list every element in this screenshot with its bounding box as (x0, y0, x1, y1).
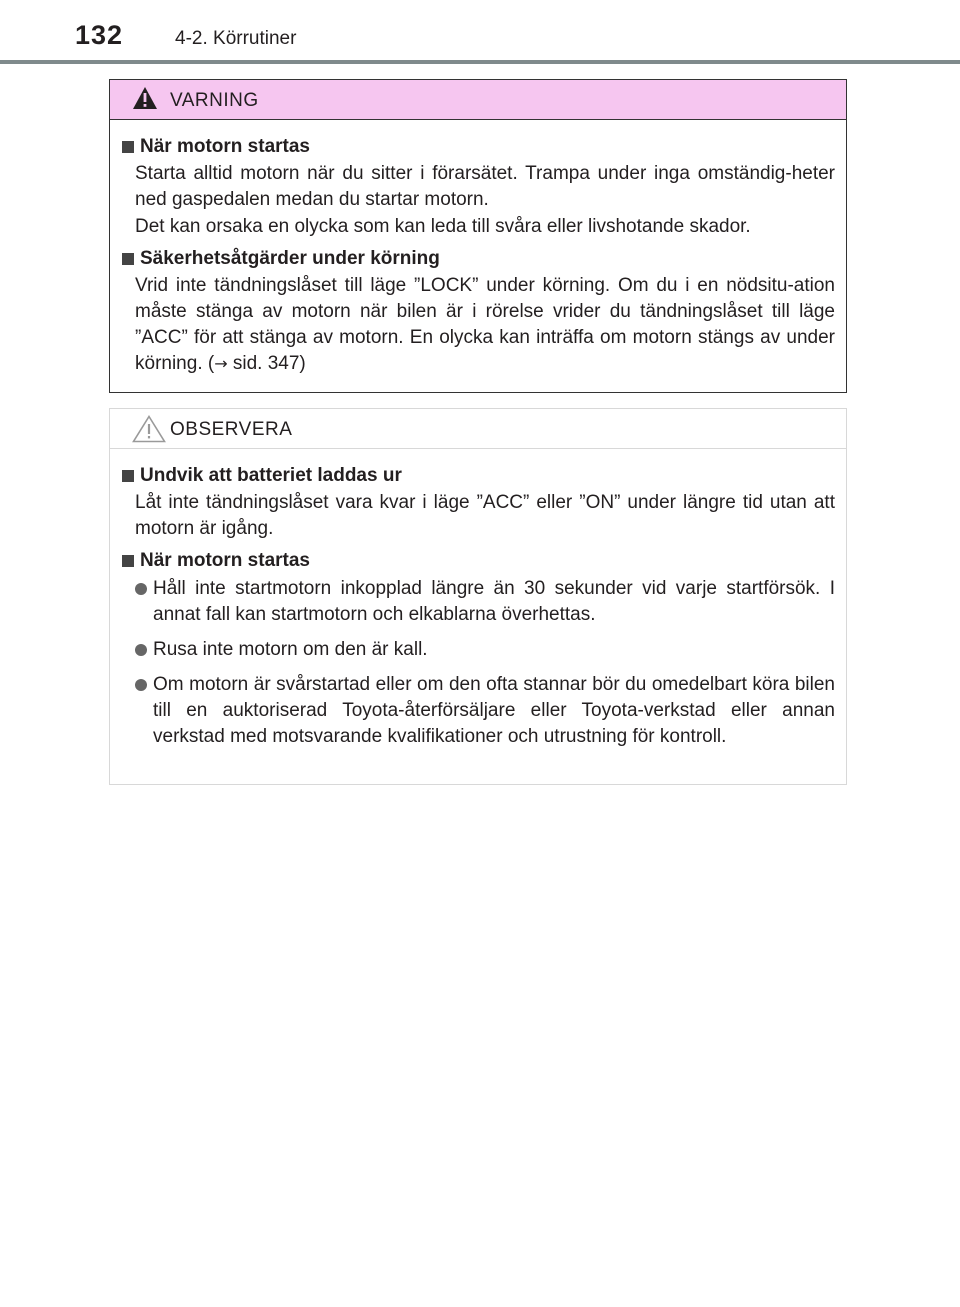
notice-bullet (122, 672, 835, 750)
notice-bullet-text: Rusa inte motorn om den är kall. (153, 639, 428, 660)
notice-item-text: Låt inte tändningslåset vara kvar i läge ”ACC” eller ”ON” under längre tid utan att motorn är igång. (135, 492, 835, 539)
round-bullet-icon (135, 679, 147, 691)
notice-label: OBSERVERA (170, 419, 293, 440)
warning-item-text (135, 273, 835, 377)
page-number: 132 (75, 20, 124, 50)
notice-box-body (110, 449, 846, 750)
notice-item (122, 463, 835, 542)
header-rule (0, 60, 960, 64)
notice-box-header (110, 409, 846, 449)
page-header (0, 0, 960, 64)
notice-bullet (122, 576, 835, 628)
square-bullet-icon (122, 253, 134, 265)
notice-bullet-text: Håll inte startmotorn inkopplad längre än 30 sekunder vid varje startförsök. I annat fall kan startmotorn och elkablarna överhettas. (153, 578, 835, 625)
warning-triangle-outline-icon (132, 415, 166, 448)
page-reference: sid. 347) (227, 353, 306, 374)
notice-item-title-text: När motorn startas (140, 550, 310, 571)
warning-item-title-text: När motorn startas (140, 136, 310, 157)
warning-item-text: Starta alltid motorn när du sitter i förarsätet. Trampa under inga omständig-heter ned gaspedalen medan du startar motorn. (135, 163, 835, 210)
warning-box-body (110, 120, 846, 377)
square-bullet-icon (122, 141, 134, 153)
round-bullet-icon (135, 583, 147, 595)
warning-item-title (122, 134, 835, 160)
notice-item-title (122, 548, 835, 574)
warning-item-text-main: Vrid inte tändningslåset till läge ”LOCK” under körning. Om du i en nödsitu-ation måste stänga av motorn när bilen är i rörelse vrider du tändningslåset till läge ”ACC” för att stänga av motorn. En olycka kan inträffa om motorn stängs av under körning. ( (135, 275, 835, 374)
warning-item-text: Det kan orsaka en olycka som kan leda till svåra eller livshotande skador. (135, 216, 751, 237)
section-title: 4-2. Körrutiner (175, 28, 297, 49)
square-bullet-icon (122, 555, 134, 567)
notice-box (109, 408, 847, 785)
notice-bullet (122, 637, 835, 663)
warning-box (109, 79, 847, 393)
notice-item-title-text: Undvik att batteriet laddas ur (140, 465, 402, 486)
warning-item-title (122, 246, 835, 272)
warning-box-header (110, 80, 846, 120)
warning-item-title-text: Säkerhetsåtgärder under körning (140, 248, 440, 269)
warning-label: VARNING (170, 90, 259, 111)
round-bullet-icon (135, 644, 147, 656)
notice-bullet-text: Om motorn är svårstartad eller om den ofta stannar bör du omedelbart köra bilen till en auktoriserad Toyota-återförsäljare eller Toyota-verkstad eller annan verkstad med motsvarande kvalifikationer och utrustning för kontroll. (153, 674, 835, 747)
reference-arrow-icon: → (214, 354, 228, 373)
warning-item (122, 134, 835, 240)
square-bullet-icon (122, 470, 134, 482)
notice-item (122, 548, 835, 750)
notice-item-title (122, 463, 835, 489)
warning-item (122, 246, 835, 377)
warning-triangle-filled-icon (132, 86, 158, 115)
